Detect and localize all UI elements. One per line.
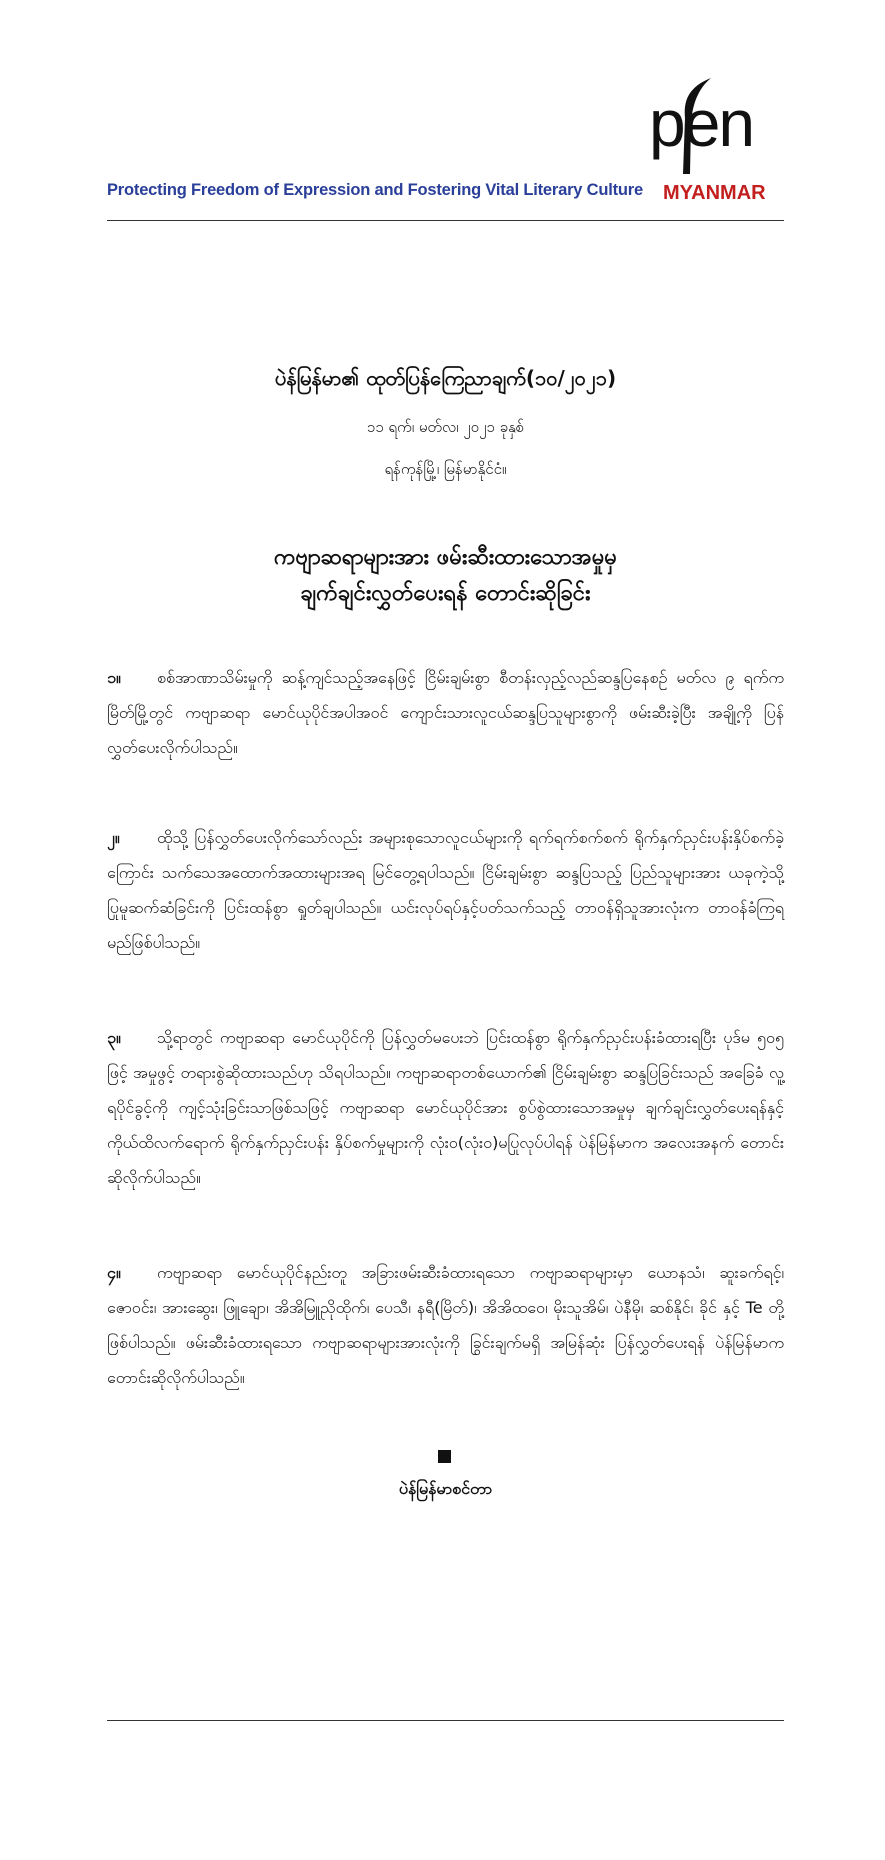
statement-date: ၁၁ ရက်၊ မတ်လ၊ ၂၀၂၁ ခုနှစ်: [366, 418, 525, 436]
paragraph-number: ၁။: [107, 668, 121, 687]
paragraph-text: ထိုသို့ ပြန်လွှတ်ပေးလိုက်သော်လည်း အများစုသောလူငယ်များကို ရက်ရက်စက်စက် ရိုက်နှက်ညှင်းပန်းနှိပ်စက်ခဲ့ကြောင်း သက်သေအထောက်အထားများအရ မြင်တွေ့ရပါသည်။ ငြိမ်းချမ်းစွာ ဆန္ဒပြသည့် ပြည်သူများအား ယခုကဲ့သို့ ပြုမူဆက်ဆံခြင်းကို ပြင်းထန်စွာ ရှုတ်ချပါသည်။ ယင်းလုပ်ရပ်နှင့်ပတ်သက်သည့် တာဝန်ရှိသူအားလုံးက တာဝန်ခံကြရမည်ဖြစ်ပါသည်။: [107, 828, 784, 952]
logo-wordmark: pen: [649, 86, 754, 160]
paragraph-1: [107, 660, 784, 765]
paragraph-3: [107, 1020, 784, 1195]
statement-place: ရန်ကုန်မြို့၊ မြန်မာနိုင်ငံ။: [384, 460, 507, 478]
tagline: Protecting Freedom of Expression and Fostering Vital Literary Culture: [107, 181, 644, 199]
headline-line-1: ကဗျာဆရာများအား ဖမ်းဆီးထားသောအမှုမှ: [274, 545, 617, 570]
end-mark: [438, 1450, 451, 1463]
paragraph-text: စစ်အာဏာသိမ်းမှုကို ဆန့်ကျင်သည့်အနေဖြင့် ငြိမ်းချမ်းစွာ စီတန်းလှည့်လည်ဆန္ဒပြနေစဉ် မတ်လ ၉ ရက်က မြိတ်မြို့တွင် ကဗျာဆရာ မောင်ယုပိုင်အပါအဝင် ကျောင်းသားလူငယ်ဆန္ဒပြသူများစွာကို ဖမ်းဆီးခဲ့ပြီး အချို့ကို ပြန်လွှတ်ပေးလိုက်ပါသည်။: [107, 668, 784, 757]
header-divider: [107, 220, 784, 221]
paragraph-text: ကဗျာဆရာ မောင်ယုပိုင်နည်းတူ အခြားဖမ်းဆီးခံထားရသော ကဗျာဆရာများမှာ ယောနသံ၊ ဆူးခက်ရင့်၊ ဇော၀င်း၊ အားဆွေး၊ ဖြူချော၊ အိအိမြူညိုထိုက်၊ ပေသီ၊ နရီ(မြိတ်)၊ အိအိထဝေ၊ မိုးသူအိမ်၊ ပဲနီမို၊ ဆစ်နိုင်၊ ခိုင် နှင့် Te တို့ ဖြစ်ပါသည်။ ဖမ်းဆီးခံထားရသော ကဗျာဆရာများအားလုံးကို ခြွင်းချက်မရှိ အမြန်ဆုံး ပြန်လွှတ်ပေးရန် ပဲန်မြန်မာက တောင်းဆိုလိုက်ပါသည်။: [107, 1263, 785, 1387]
statement-title: ပဲန်မြန်မာ၏ ထုတ်ပြန်ကြေညာချက်(၁၀/၂၀၂၁): [274, 366, 617, 390]
pen-myanmar-logo: [633, 78, 783, 210]
paragraph-number: ၂။: [107, 828, 120, 847]
footer-divider: [107, 1720, 784, 1721]
headline: [107, 540, 784, 612]
paragraph-text: သို့ရာတွင် ကဗျာဆရာ မောင်ယုပိုင်ကို ပြန်လွှတ်မပေးဘဲ ပြင်းထန်စွာ ရိုက်နှက်ညှင်းပန်းခံထားရပြီး ပုဒ်မ ၅၀၅ ဖြင့် အမှုဖွင့် တရားစွဲဆိုထားသည်ဟု သိရပါသည်။ ကဗျာဆရာတစ်ယောက်၏ ငြိမ်းချမ်းစွာ ဆန္ဒပြခြင်းသည် အခြေခံ လူ့ရပိုင်ခွင့်ကို ကျင့်သုံးခြင်းသာဖြစ်သဖြင့် ကဗျာဆရာ မောင်ယုပိုင်အား စွပ်စွဲထားသောအမှုမှ ချက်ချင်းလွှတ်ပေးရန်နှင့် ကိုယ်ထိလက်ရောက် ရိုက်နှက်ညှင်းပန်း နှိပ်စက်မှုများကို လုံးဝ(လုံးဝ)မပြုလုပ်ပါရန် ပဲန်မြန်မာက အလေးအနက် တောင်းဆိုလိုက်ပါသည်။: [107, 1028, 784, 1187]
paragraph-number: ၄။: [107, 1263, 121, 1282]
paragraph-2: [107, 820, 784, 960]
logo-subtitle: MYANMAR: [663, 182, 766, 204]
headline-line-2: ချက်ချင်းလွှတ်ပေးရန် တောင်းဆိုခြင်း: [300, 581, 591, 606]
letterhead: [107, 78, 784, 220]
paragraph-number: ၃။: [107, 1028, 121, 1047]
signature: ပဲန်မြန်မာစင်တာ: [398, 1479, 493, 1498]
paragraph-4: [107, 1255, 784, 1395]
